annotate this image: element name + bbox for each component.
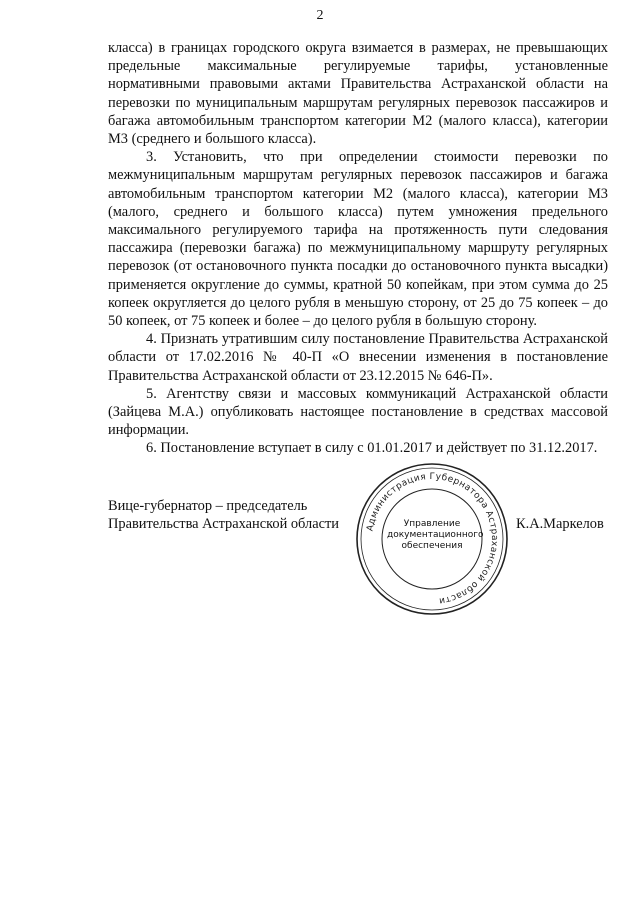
stamp-inner-line1: Управление bbox=[403, 519, 461, 529]
signer-position-line1: Вице-губернатор – председатель bbox=[108, 498, 308, 514]
document-body bbox=[108, 39, 608, 458]
official-stamp bbox=[352, 459, 512, 619]
signer-position-line2: Правительства Астраханской области bbox=[108, 516, 339, 532]
paragraph-item-6: 6. Постановление вступает в силу с 01.01.2017 и действует по 31.12.2017. bbox=[146, 440, 598, 457]
paragraph-item-5: 5. Агентству связи и массовых коммуникаций Астраханской области (Зайцева М.А.) опубликовать настоящее постановление в средствах массовой информации. bbox=[108, 385, 608, 439]
signer-name: К.А.Маркелов bbox=[516, 516, 604, 532]
stamp-inner-line2: документационного bbox=[387, 530, 484, 540]
stamp-inner-line3: обеспечения bbox=[401, 541, 463, 551]
paragraph-continuation: класса) в границах городского округа взимается в размерах, не превышающих предельные максимальные регулируемые тарифы, установленные нормативными правовыми актами Правительства Астраханской области на перевозки по муниципальным маршрутам регулярных перевозок пассажиров и багажа автомобильным транспортом категории М2 (малого класса), категории М3 (среднего и большого класса). bbox=[108, 40, 608, 148]
paragraph-item-4: 4. Признать утратившим силу постановление Правительства Астраханской области от 17.02.2016 № 40-П «О внесении изменения в постановление Правительства Астраханской области от 23.12.2015 № 646-П». bbox=[108, 331, 608, 384]
paragraph-item-3: 3. Установить, что при определении стоимости перевозки по межмуниципальным маршрутам регулярных перевозок пассажиров и багажа автомобильным транспортом категории М2 (малого класса), категории М3 (малого, среднего и большого класса) путем умножения предельного максимального регулируемого тарифа на протяженность пути следования пассажира (перевозки багажа) по межмуниципальному маршруту регулярных перевозок (от остановочного пункта посадки до остановочного пункта высадки) применяется округление до суммы, кратной 50 копейкам, при этом сумма до 25 копеек округляется до целого рубля в меньшую сторону, от 25 до 75 копеек – до 50 копеек, от 75 копеек и более – до целого рубля в большую сторону. bbox=[108, 149, 608, 330]
stamp-ring-text: Администрация Губернатора Астраханской области bbox=[365, 471, 500, 606]
page-number: 2 bbox=[316, 8, 324, 23]
signature-block bbox=[108, 497, 368, 533]
stamp-inner-text bbox=[387, 519, 484, 552]
